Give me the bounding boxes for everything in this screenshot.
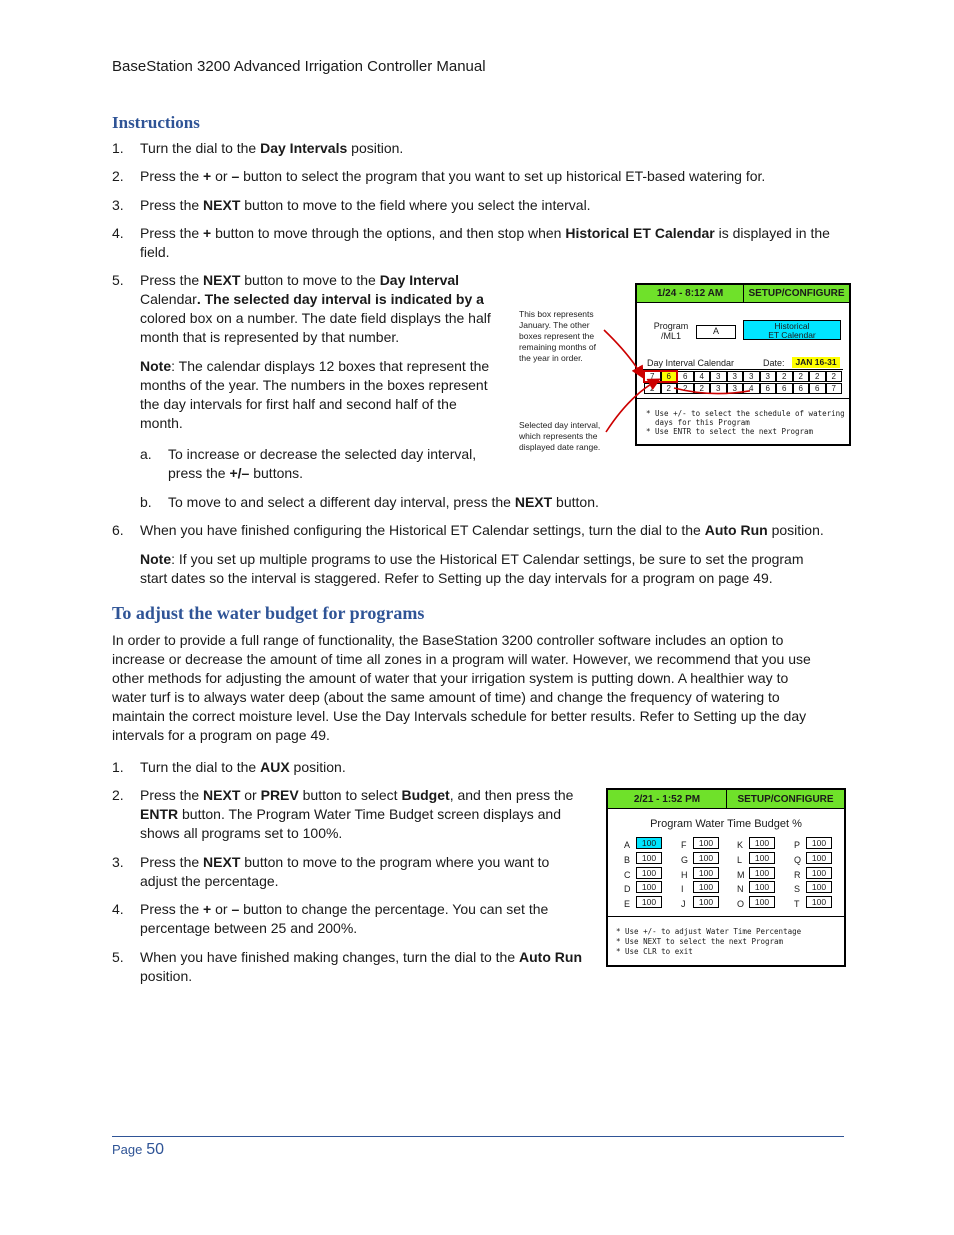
calendar-cell: 6 [776,383,793,394]
text-run: Press the [140,168,204,184]
step-line [140,290,491,309]
calendar-cell: 6 [809,383,826,394]
budget-value-cell: 100 [749,852,775,864]
bold-text: PREV [260,787,299,803]
text-run: Press the [140,787,204,803]
calendar-cell: 6 [760,383,777,394]
program-letter: Q [794,854,802,865]
step-line: adjust the percentage. [140,873,279,889]
text-run: Turn the dial to the [140,759,261,775]
text-run: Press the [140,854,204,870]
text-run: buttons. [249,465,304,481]
step-line [140,805,573,824]
program-letter: G [681,854,689,865]
step-number: 2. [112,787,124,803]
bold-text: Day Interval [379,272,460,288]
date-value: JAN 16-31 [792,357,840,368]
program-letter: P [794,840,801,850]
budget-value-cell: 100 [806,852,832,864]
budget-value-cell: 100 [749,881,775,893]
calendar-cell: 3 [743,371,760,382]
intro-line: increase or decrease the amount of time all zones in a program will water. However, we recommend that you use [112,651,811,667]
step-number: 3. [112,197,124,213]
screen2-help: * Use +/- to adjust Water Time Percentage * Use NEXT to select the next Program * Use CLR to exit [616,927,802,956]
program-letter: T [794,899,800,910]
step-line: shows all programs set to 100%. [140,825,343,841]
text-run: or [211,901,232,917]
instruction-note-stagger [140,550,880,588]
note-label: Note [140,358,172,374]
step-line [140,948,582,967]
text-run: Press the [140,197,204,213]
step-line [140,271,491,290]
calendar-cell: 3 [710,383,727,394]
note-line [140,550,880,569]
arrow-to-date-value [674,370,750,394]
program-value-box: A [696,325,736,339]
program-letter: K [737,840,744,850]
text-run: button. [552,494,599,510]
screen1-mode: SETUP/CONFIGURE [748,288,845,299]
program-letter: L [737,854,743,865]
screen2-title: Program Water Time Budget % [650,818,802,830]
calendar-cell: 4 [743,383,760,394]
calendar-type-box: Historical ET Calendar [743,320,841,340]
calendar-cell: 3 [727,383,744,394]
text-run: position. [289,759,346,775]
budget-value-cell: 100 [693,867,719,879]
intro-line: water turf is to always water deep (about the same amount of time) and change the frequency of watering to [112,689,780,705]
step-text [140,900,548,938]
calendar-cell: 3 [727,371,744,382]
text-run: When you have finished configuring the Historical ET Calendar settings, turn the dial to the [140,522,705,538]
calendar-cell [644,371,677,382]
text-run: button. The Program Water Time Budget screen displays and [178,806,561,822]
step-line [140,521,824,540]
note-text: : The calendar displays 12 boxes that represent the [171,358,490,374]
step-line [140,758,346,777]
step-text [168,445,476,483]
step-number: b. [140,494,152,510]
step-line [140,196,591,215]
program-letter: D [624,884,631,895]
note-text: : If you set up multiple programs to use the Historical ET Calendar settings, be sure to set the program [171,551,804,567]
step-line [140,139,403,158]
bold-text: NEXT [203,854,241,870]
text-run: position. [767,522,824,538]
step-number: 2. [112,168,124,184]
budget-value-cell: 100 [636,896,662,908]
step-line [140,224,830,243]
bold-text: +/– [229,465,250,481]
program-letter: R [794,869,801,880]
budget-value-cell: 100 [806,896,832,908]
program-letter: J [681,899,686,910]
step-line [140,853,549,872]
note-line: month. [140,415,183,431]
bold-text: Day Intervals [260,140,348,156]
calendar-cell: 2 [644,383,661,394]
budget-value-cell: 100 [749,837,775,849]
step-number: 1. [112,759,124,775]
text-run: position. [347,140,404,156]
step-line: percentage between 25 and 200%. [140,920,358,936]
text-run: or [240,787,261,803]
bold-text: NEXT [203,272,241,288]
text-run: , and then press the [449,787,574,803]
calendar-cell: 2 [677,383,694,394]
date-label: Date: [763,358,785,368]
text-run: button to select [298,787,402,803]
program-label: Program /ML1 [653,321,689,341]
program-letter: C [624,869,631,880]
program-letter: M [737,869,745,880]
step-text [140,167,765,186]
arrow-to-january-box [604,330,642,376]
text-run: or [211,168,232,184]
bold-text: + [203,225,212,241]
calendar-cell: 6 [661,371,678,382]
document-header: BaseStation 3200 Advanced Irrigation Controller Manual [112,58,486,75]
step-number: 4. [112,901,124,917]
step-line: position. [140,968,193,984]
calendar-cell: 2 [809,371,826,382]
program-letter: N [737,884,744,895]
step-text [140,271,491,347]
budget-value-cell: 100 [806,837,832,849]
step-number: a. [140,446,152,462]
screen2-mode: SETUP/CONFIGURE [737,793,834,805]
text-run: When you have finished making changes, turn the dial to the [140,949,520,965]
arrow-to-selected-interval [606,380,658,432]
step-number: 3. [112,854,124,870]
budget-value-cell: 100 [749,867,775,879]
text-run: Press the [140,272,204,288]
step-number: 4. [112,225,124,241]
text-run: is displayed in the [714,225,830,241]
screen2-time: 2/21 - 1:52 PM [633,793,701,805]
step-line: To increase or decrease the selected day interval, [168,446,477,462]
budget-value-cell: 100 [636,881,662,893]
footer-page-number: 50 [146,1141,165,1158]
step-line: field. [140,244,170,260]
bold-text: Auto Run [519,949,582,965]
screen1-time: 1/24 - 8:12 AM [656,288,724,299]
bold-text: Auto Run [704,522,768,538]
budget-value-cell: 100 [636,837,662,849]
text-run: button to select the program that you want to set up historical ET-based watering for. [239,168,766,184]
intro-line: other methods for adjusting the amount of water that your irrigation system is putting down. A healthier way to [112,670,789,686]
calendar-cell: 2 [826,371,843,382]
program-letter: E [624,899,631,910]
annotation-january-box: This box represents January. The other boxes represent the remaining months of the year in order. [519,309,597,363]
step-line [140,167,765,186]
step-number: 6. [112,522,124,538]
bold-text: + [203,901,212,917]
budget-value-cell: 100 [693,837,719,849]
program-letter: B [624,854,631,865]
annotation-selected-interval: Selected day interval, which represents the displayed date range. [519,420,601,452]
budget-value-cell: 100 [806,881,832,893]
calendar-cell: 7 [826,383,843,394]
text-run: button to move to the field where you select the interval. [240,197,591,213]
budget-value-cell: 100 [636,867,662,879]
calendar-cell: 4 [694,371,711,382]
bold-text: Historical ET Calendar [565,225,715,241]
budget-value-cell: 100 [693,852,719,864]
budget-value-cell: 100 [693,881,719,893]
text-run: press the [168,465,230,481]
budget-value-cell: 100 [693,896,719,908]
budget-value-cell: 100 [806,867,832,879]
calendar-cell: 2 [694,383,711,394]
text-run: Calendar [140,291,197,307]
step-number: 1. [112,140,124,156]
bold-text: NEXT [203,787,241,803]
step-line [168,493,599,512]
program-letter: I [681,884,684,895]
text-run: button to change the percentage. You can set the [239,901,549,917]
calendar-cell: 2 [793,371,810,382]
section-heading-water-budget: To adjust the water budget for programs [112,603,425,623]
bold-text: NEXT [514,494,553,510]
intro-line: maintain the correct moisture level. Use the Day Intervals schedule for better results. Refer to Setting up the day [112,708,807,724]
budget-intro-paragraph [112,631,852,745]
bold-text: NEXT [203,197,241,213]
water-budget-screen [606,788,846,967]
page-footer [112,1140,164,1159]
text-run: Press the [140,225,204,241]
text-run: button to move to the [240,272,380,288]
step-line [168,464,476,483]
text-run: button to move through the options, and then stop when [211,225,566,241]
program-letter: F [681,840,687,850]
section-heading-instructions: Instructions [112,113,200,132]
calendar-cell: 2 [661,383,678,394]
screen2-help-separator [608,916,844,917]
calendar-cell: 6 [677,371,694,382]
note-line: months of the year. The numbers in the boxes represent [140,377,488,393]
step-text [140,224,830,262]
calendar-cell: 7 [644,371,661,382]
bold-text: – [231,901,240,917]
step-text [140,758,346,777]
step-line: colored box on a number. The date field displays the half [140,310,491,326]
text-run: Press the [140,901,204,917]
program-letter: H [681,869,688,880]
intro-line: intervals for a program on page 49. [112,727,330,743]
step-line [140,786,573,805]
step-line [140,900,548,919]
text-run: Turn the dial to the [140,140,261,156]
bold-text: AUX [260,759,290,775]
calendar-cell: 3 [710,371,727,382]
text-run: To move to and select a different day interval, press the [168,494,515,510]
step-text [140,853,549,891]
step-text [140,948,582,986]
program-letter: S [794,884,801,895]
bold-text: . The selected day interval is indicated by a [196,291,484,307]
step-number: 5. [112,949,124,965]
step-text [140,521,824,540]
program-letter: O [737,899,745,910]
step-text [168,493,599,512]
budget-value-cell: 100 [749,896,775,908]
note-line: the day intervals for first half and second half of the [140,396,457,412]
step-line: month that is represented by that number. [140,329,400,345]
bold-text: ENTR [140,806,179,822]
calendar-cell: 3 [760,371,777,382]
step-text [140,139,403,158]
step-number: 5. [112,272,124,288]
footer-page-label: Page [112,1142,143,1157]
bold-text: + [203,168,212,184]
budget-value-cell: 100 [636,852,662,864]
calendar-cell: 2 [776,371,793,382]
step-text [140,196,591,215]
program-letter: A [624,840,631,850]
note-label: Note [140,551,172,567]
footer-rule [112,1136,844,1137]
calendar-label: Day Interval Calendar [647,358,735,368]
calendar-cell: 6 [793,383,810,394]
screen1-help: * Use +/- to select the schedule of watering days for this Program * Use ENTR to select the next Program [646,409,845,436]
note-line: start dates so the interval is staggered. Refer to Setting up the day intervals for a program on page 49. [140,570,773,586]
bold-text: – [231,168,240,184]
bold-text: Budget [401,787,450,803]
text-run: button to move to the program where you want to [240,854,550,870]
step-text [140,786,573,843]
screen2-status-bar [608,790,844,809]
intro-line: In order to provide a full range of functionality, the BaseStation 3200 controller software includes an option to [112,632,784,648]
